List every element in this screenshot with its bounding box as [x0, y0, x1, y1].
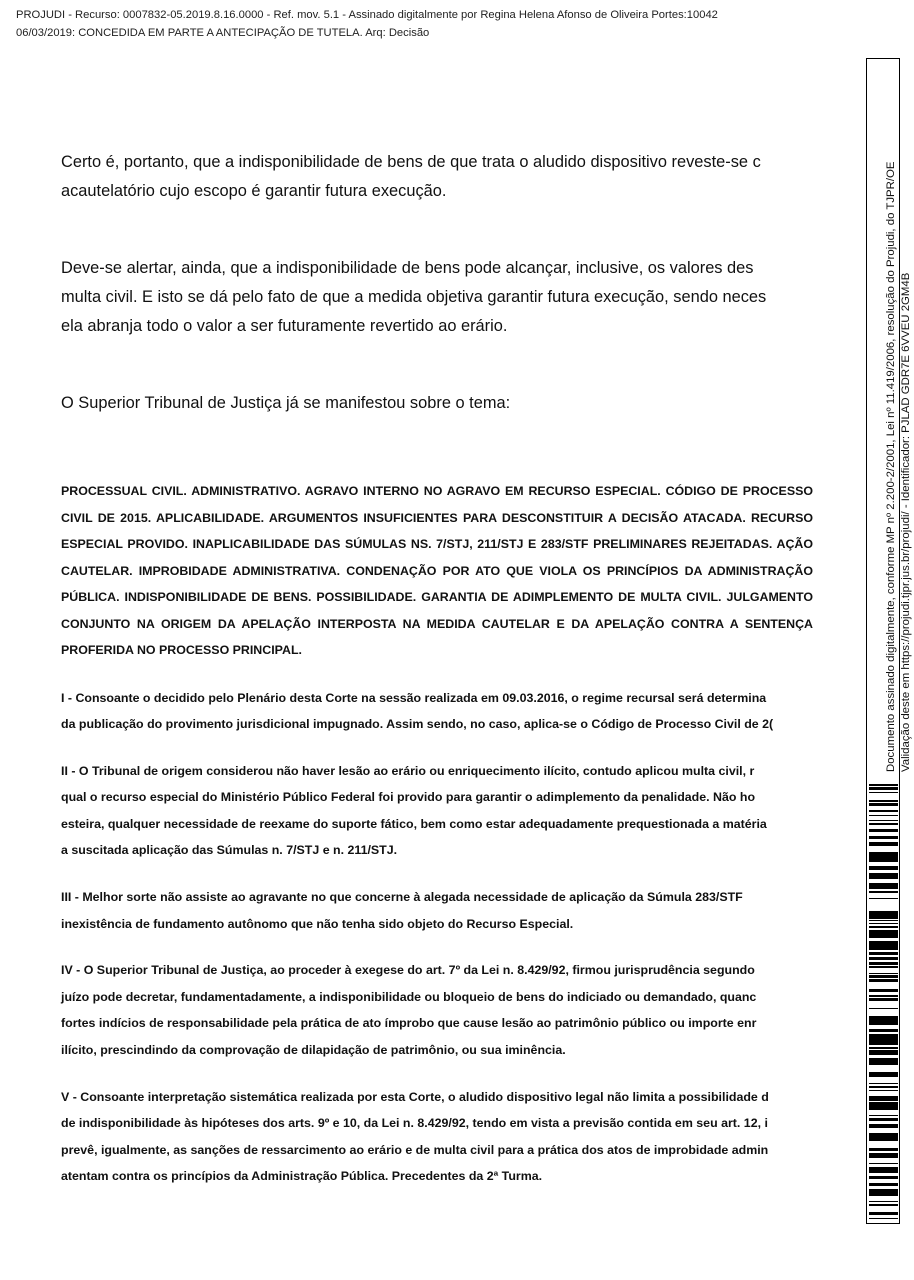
text-line: IV - O Superior Tribunal de Justiça, ao proceder à exegese do art. 7º da Lei n. 8.429/92, firmou jurisprudência segundo: [61, 963, 755, 978]
ementa-item-iv: [61, 957, 813, 1063]
ementa-item-ii: [61, 758, 813, 864]
barcode-bar: [869, 1074, 898, 1077]
paragraph-multa-civil: [61, 254, 813, 341]
barcode-bar: [869, 1176, 898, 1179]
barcode-bar: [869, 1041, 898, 1042]
barcode-bar: [869, 999, 898, 1001]
barcode-bar: [869, 930, 898, 931]
barcode-bar: [869, 1156, 898, 1157]
barcode-bar: [869, 1019, 898, 1020]
barcode-bar: [869, 1105, 898, 1108]
barcode-bar: [869, 1050, 898, 1053]
barcode-bar: [869, 1167, 898, 1168]
barcode-bar: [869, 810, 898, 812]
barcode-bar: [869, 941, 898, 943]
barcode-bar: [869, 898, 898, 899]
barcode-bar: [869, 1183, 898, 1186]
barcode-bar: [869, 1083, 898, 1084]
barcode-bar: [869, 1218, 898, 1219]
barcode-bar: [869, 1042, 898, 1045]
barcode-bar: [869, 995, 898, 997]
barcode-bar: [869, 1153, 898, 1156]
barcode-bar: [869, 824, 898, 825]
barcode-bar: [869, 946, 898, 948]
barcode-bar: [869, 1124, 898, 1126]
ementa-line: ATACADA. RECURSO ESPECIAL PROVIDO. INAPLICABILIDADE DAS SÚMULAS NS. 7/STJ, 211/STJ E 283/STF: [61, 510, 814, 551]
barcode-bar: [869, 1192, 898, 1194]
barcode-bar: [869, 800, 898, 802]
barcode-bar: [869, 1016, 898, 1019]
barcode: [869, 784, 898, 1220]
barcode-bar: [869, 1189, 898, 1191]
text-line: qual o recurso especial do Ministério Público Federal foi provido para garantir o adimplemento da penalidade. Não ho: [61, 790, 756, 805]
barcode-bar: [869, 916, 898, 919]
barcode-bar: [869, 1134, 898, 1136]
barcode-bar: [869, 1023, 898, 1025]
barcode-bar: [869, 1139, 898, 1141]
ementa-line: PROCESSO CIVIL DE 2015. APLICABILIDADE. ARGUMENTOS INSUFICIENTES PARA DESCONSTITUIR A DECISÃO: [61, 484, 813, 525]
barcode-bar: [869, 1029, 898, 1030]
text-line: atentam contra os princípios da Administração Pública. Precedentes da 2ª Turma.: [61, 1169, 543, 1184]
barcode-bar: [869, 966, 898, 968]
barcode-bar: [869, 886, 898, 888]
stamp-line-1: Documento assinado digitalmente, conforme MP nº 2.200-2/2001, Lei nº 11.419/2006, resolução do Projudi, do TJPR/OE: [885, 161, 897, 772]
barcode-bar: [869, 803, 898, 806]
barcode-bar: [869, 1118, 898, 1121]
barcode-bar: [869, 876, 898, 878]
barcode-bar: [869, 989, 898, 992]
barcode-bar: [869, 1047, 898, 1049]
barcode-bar: [869, 998, 898, 999]
barcode-bar: [869, 1008, 898, 1009]
barcode-bar: [869, 1204, 898, 1205]
barcode-bar: [869, 1020, 898, 1023]
barcode-bar: [869, 979, 898, 980]
signature-stamp-text: [884, 162, 914, 773]
barcode-bar: [869, 973, 898, 974]
barcode-bar: [869, 933, 898, 936]
barcode-bar: [869, 891, 898, 893]
barcode-bar: [869, 874, 898, 876]
barcode-bar: [869, 883, 898, 886]
text-line: V - Consoante interpretação sistemática realizada por esta Corte, o aludido dispositivo legal não limita a possibilidade d: [61, 1089, 769, 1104]
text-line: II - O Tribunal de origem considerou não haver lesão ao erário ou enriquecimento ilícito, contudo aplicou multa civil, r: [61, 763, 755, 778]
barcode-bar: [869, 873, 898, 874]
barcode-bar: [869, 1115, 898, 1116]
ementa-item-iii: [61, 884, 813, 937]
barcode-bar: [869, 1098, 898, 1101]
barcode-bar: [869, 1040, 898, 1041]
barcode-bar: [869, 1060, 898, 1063]
text-line: ilícito, prescindindo da comprovação de dilapidação de patrimônio, ou sua iminência.: [61, 1043, 566, 1058]
barcode-bar: [869, 1058, 898, 1060]
barcode-bar: [869, 931, 898, 933]
barcode-bar: [869, 1201, 898, 1202]
text-line: juízo pode decretar, fundamentadamente, a indisponibilidade ou bloqueio de bens do indiciado ou demandado, quanc: [61, 989, 757, 1004]
text-line: Deve-se alertar, ainda, que a indisponibilidade de bens pode alcançar, inclusive, os valores des: [61, 259, 754, 277]
text-line: multa civil. E isto se dá pelo fato de que a medida objetiva garantir futura execução, sendo neces: [61, 288, 767, 306]
barcode-bar: [869, 912, 898, 914]
barcode-bar: [869, 1205, 898, 1206]
barcode-bar: [869, 1133, 898, 1134]
barcode-bar: [869, 1157, 898, 1158]
barcode-bar: [869, 1086, 898, 1088]
text-line: inexistência de fundamento autônomo que não tenha sido objeto do Recurso Especial.: [61, 916, 574, 931]
barcode-bar: [869, 1136, 898, 1139]
barcode-bar: [869, 981, 898, 982]
barcode-bar: [869, 842, 898, 844]
barcode-bar: [869, 911, 898, 912]
barcode-bar: [869, 888, 898, 889]
barcode-bar: [869, 1212, 898, 1215]
barcode-bar: [869, 1072, 898, 1074]
barcode-bar: [869, 1170, 898, 1171]
barcode-bar: [869, 829, 898, 832]
barcode-bar: [869, 1126, 898, 1128]
text-line: a suscitada aplicação das Súmulas n. 7/STJ e n. 211/STJ.: [61, 843, 398, 858]
barcode-bar: [869, 1090, 898, 1091]
barcode-bar: [869, 1108, 898, 1110]
barcode-bar: [869, 1063, 898, 1065]
barcode-bar: [869, 1034, 898, 1037]
barcode-bar: [869, 820, 898, 821]
barcode-bar: [869, 1163, 898, 1164]
barcode-bar: [869, 836, 898, 839]
text-line: III - Melhor sorte não assiste ao agravante no que concerne à alegada necessidade de aplicação da Súmula 283/STF: [61, 890, 743, 905]
barcode-bar: [869, 952, 898, 955]
barcode-bar: [869, 878, 898, 879]
text-line: I - Consoante o decidido pelo Plenário desta Corte na sessão realizada em 09.03.2016, o regime recursal será determina: [61, 690, 767, 705]
ementa-line: PROCESSUAL CIVIL. ADMINISTRATIVO. AGRAVO INTERNO NO AGRAVO EM RECURSO ESPECIAL. CÓDIGO DE: [61, 484, 738, 498]
barcode-bar: [869, 1191, 898, 1192]
barcode-bar: [869, 962, 898, 965]
barcode-bar: [869, 866, 898, 869]
ementa-line: MEDIDA CAUTELAR E DA APELAÇÃO CONTRA A SENTENÇA PROFERIDA NO PROCESSO PRINCIPAL.: [61, 616, 813, 657]
text-line: acautelatório cujo escopo é garantir futura execução.: [61, 182, 447, 200]
barcode-bar: [869, 852, 898, 853]
barcode-bar: [869, 943, 898, 946]
barcode-bar: [869, 975, 898, 978]
barcode-bar: [869, 914, 898, 916]
barcode-bar: [869, 859, 898, 862]
barcode-bar: [869, 815, 898, 816]
decision-body: [61, 148, 813, 1190]
barcode-bar: [869, 1102, 898, 1105]
barcode-bar: [869, 823, 898, 824]
barcode-bar: [869, 789, 898, 790]
ementa-line: VIOLA OS PRINCÍPIOS DA ADMINISTRAÇÃO PÚBLICA. INDISPONIBILIDADE DE BENS. POSSIBILIDADE. GARANTIA: [61, 563, 813, 604]
barcode-bar: [869, 1150, 898, 1151]
paragraph-stj-intro: O Superior Tribunal de Justiça já se manifestou sobre o tema:: [61, 394, 511, 412]
paragraph-acautelatorio: [61, 148, 813, 206]
barcode-bar: [869, 1171, 898, 1173]
text-line: fortes indícios de responsabilidade pela prática de ato ímprobo que cause lesão ao patrimônio público ou importe enr: [61, 1016, 757, 1031]
barcode-bar: [869, 1053, 898, 1055]
barcode-bar: [869, 980, 898, 981]
ementa-item-i: [61, 685, 813, 738]
barcode-bar: [869, 923, 898, 924]
barcode-bar: [869, 948, 898, 950]
barcode-bar: [869, 856, 898, 859]
barcode-bar: [869, 1148, 898, 1150]
text-line: de indisponibilidade às hipóteses dos arts. 9º e 10, da Lei n. 8.429/92, tendo em vista a previsão contida em seu art. 12, i: [61, 1116, 768, 1131]
barcode-bar: [869, 1096, 898, 1098]
text-line: da publicação do provimento jurisdicional impugnado. Assim sendo, no caso, aplica-se o Código de Processo Civil de 2(: [61, 717, 774, 732]
barcode-bar: [869, 926, 898, 928]
ementa-block: [61, 478, 813, 664]
text-line: esteira, qualquer necessidade de reexame do suporte fático, bem como estar adequadamente prequestionada a matéria: [61, 816, 767, 831]
barcode-bar: [869, 784, 898, 786]
text-line: ela abranja todo o valor a ser futuramente revertido ao erário.: [61, 317, 508, 335]
barcode-bar: [869, 787, 898, 789]
document-header: [16, 6, 876, 42]
barcode-bar: [869, 792, 898, 793]
text-line: Certo é, portanto, que a indisponibilidade de bens de que trata o aludido dispositivo reveste-se c: [61, 153, 761, 171]
barcode-bar: [869, 1168, 898, 1170]
stamp-line-2: Validação deste em https://projudi.tjpr.jus.br/projudi/ - Identificador: PJLAD GDR7E 6VVEU 2GM4B: [900, 272, 912, 772]
barcode-bar: [869, 1194, 898, 1196]
ementa-line: DE ADIMPLEMENTO DE MULTA CIVIL. JULGAMENTO CONJUNTO NA ORIGEM DA APELAÇÃO INTERPOSTA NA: [61, 590, 813, 631]
barcode-bar: [869, 869, 898, 870]
ementa-item-v: [61, 1084, 813, 1190]
ementa-line: PRELIMINARES REJEITADAS. AÇÃO CAUTELAR. IMPROBIDADE ADMINISTRATIVA. CONDENAÇÃO POR ATO QUE: [61, 537, 813, 578]
header-line-1: PROJUDI - Recurso: 0007832-05.2019.8.16.0000 - Ref. mov. 5.1 - Assinado digitalmente por Regina Helena Afonso de Oliveira Portes:10042: [16, 9, 718, 21]
barcode-bar: [869, 936, 898, 938]
barcode-bar: [869, 853, 898, 856]
text-line: prevê, igualmente, as sanções de ressarcimento ao erário e de multa civil para a prática dos atos de improbidade admin: [61, 1142, 769, 1157]
barcode-bar: [869, 1030, 898, 1032]
barcode-bar: [869, 1037, 898, 1040]
barcode-bar: [869, 844, 898, 846]
header-line-2: 06/03/2019: CONCEDIDA EM PARTE A ANTECIPAÇÃO DE TUTELA. Arq: Decisão: [16, 27, 430, 39]
barcode-bar: [869, 920, 898, 921]
barcode-bar: [869, 957, 898, 960]
